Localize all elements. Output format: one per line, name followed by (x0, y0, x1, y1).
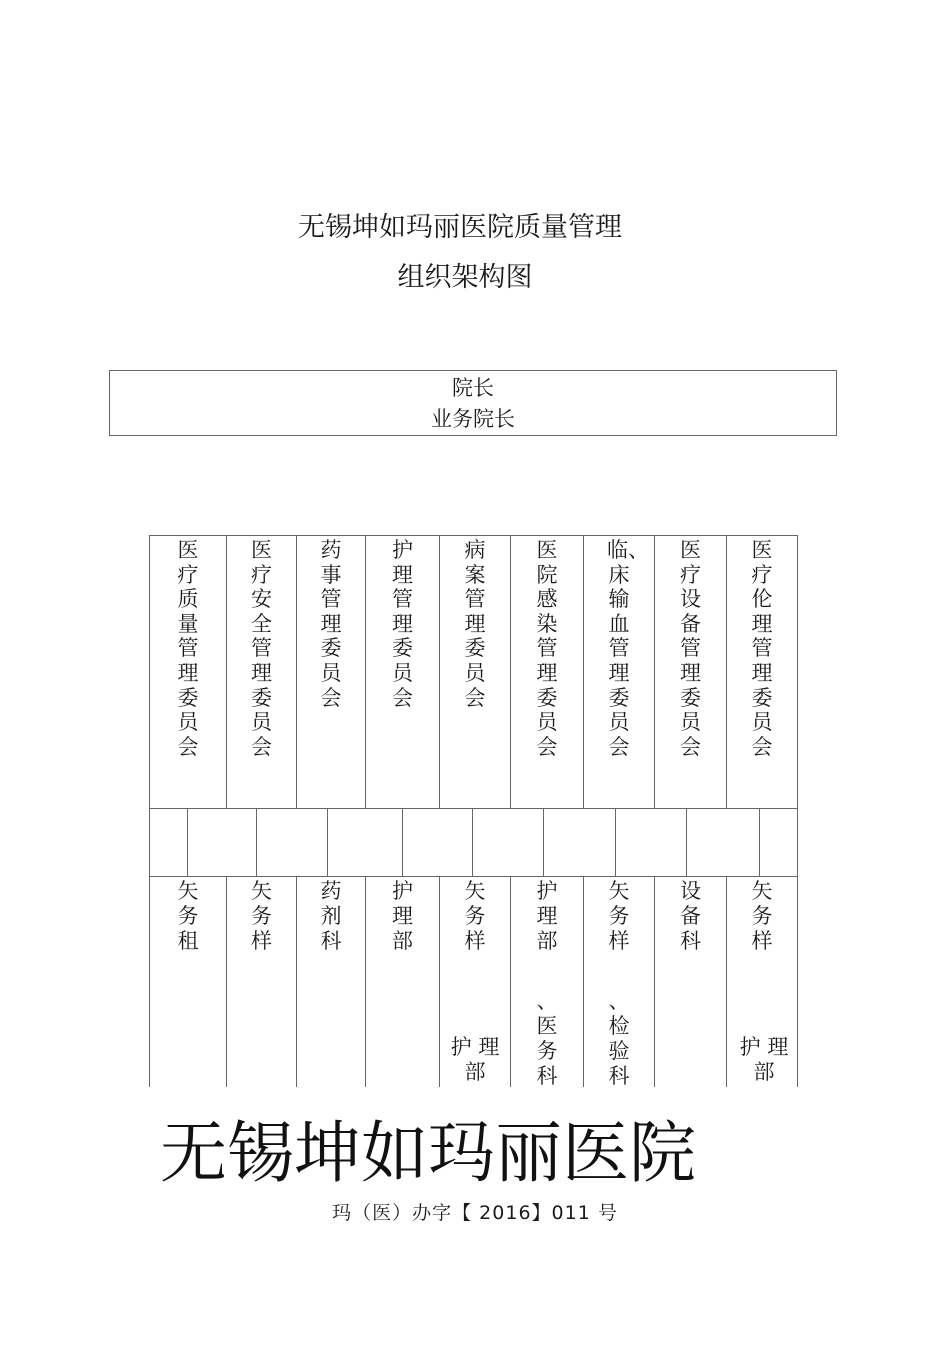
committee-row (149, 535, 798, 809)
department-label: 药剂科 (320, 879, 342, 953)
department-box (583, 877, 654, 1087)
department-box (296, 877, 365, 1087)
department-box (365, 877, 439, 1087)
connector-line (759, 808, 760, 876)
department-box (510, 877, 583, 1087)
committee-box (510, 536, 583, 809)
chart-title-line1: 无锡坤如玛丽医院质量管理 (298, 212, 622, 243)
department-box (149, 877, 226, 1087)
connector-lines (149, 808, 798, 876)
department-row (149, 876, 798, 1087)
department-box (226, 877, 296, 1087)
connector-line (686, 808, 687, 876)
connector-line (402, 808, 403, 876)
connector-line (187, 808, 188, 876)
committee-box (365, 536, 439, 809)
chart-title-line2: 组织架构图 (397, 262, 533, 293)
connector-line (327, 808, 328, 876)
committee-box (726, 536, 798, 809)
hospital-name: 无锡坤如玛丽医院 (160, 1114, 696, 1192)
president-label: 院长 (452, 376, 494, 400)
committee-label: 医疗伦理管理委员会 (751, 538, 773, 759)
connector-line (797, 808, 798, 876)
department-label: 矢务样 (751, 879, 773, 953)
committee-label: 病案管理委员会 (464, 538, 486, 710)
connector-line (615, 808, 616, 876)
department-box (726, 877, 798, 1087)
committee-box (296, 536, 365, 809)
connector-line (543, 808, 544, 876)
vice-president-label: 业务院长 (431, 407, 515, 431)
connector-line (149, 808, 150, 876)
committee-box (439, 536, 510, 809)
department-label: 矢务样 (608, 879, 630, 953)
department-label: 设备科 (680, 879, 701, 953)
department-extra-label: 、医务科 (536, 989, 558, 1088)
department-extra-label: 护 理部 (739, 1035, 789, 1084)
committee-label: 护理管理委员会 (392, 538, 413, 710)
department-extra-label: 、检验科 (608, 989, 630, 1088)
committee-label: 药事管理委员会 (320, 538, 342, 710)
department-label: 护理部 (536, 879, 558, 953)
committee-box (654, 536, 726, 809)
department-box (439, 877, 510, 1087)
department-label: 矢务租 (177, 879, 199, 953)
department-label: 矢务样 (251, 879, 272, 953)
department-label: 护理部 (392, 879, 413, 953)
committee-box (226, 536, 296, 809)
department-label: 矢务样 (464, 879, 486, 953)
committee-label: 医院感染管理委员会 (536, 538, 558, 759)
committee-label: 临、床输血管理委员会 (607, 538, 649, 759)
committee-box (149, 536, 226, 809)
committee-label: 医疗质量管理委员会 (177, 538, 199, 759)
committee-label: 医疗设备管理委员会 (680, 538, 701, 759)
department-extra-label: 护 理部 (450, 1035, 500, 1084)
connector-line (472, 808, 473, 876)
committee-label: 医疗安全管理委员会 (251, 538, 272, 759)
department-box (654, 877, 726, 1087)
committee-box (583, 536, 654, 809)
leadership-box (109, 370, 837, 436)
connector-line (256, 808, 257, 876)
document-number: 玛（医）办字【 2016】011 号 (332, 1202, 618, 1224)
